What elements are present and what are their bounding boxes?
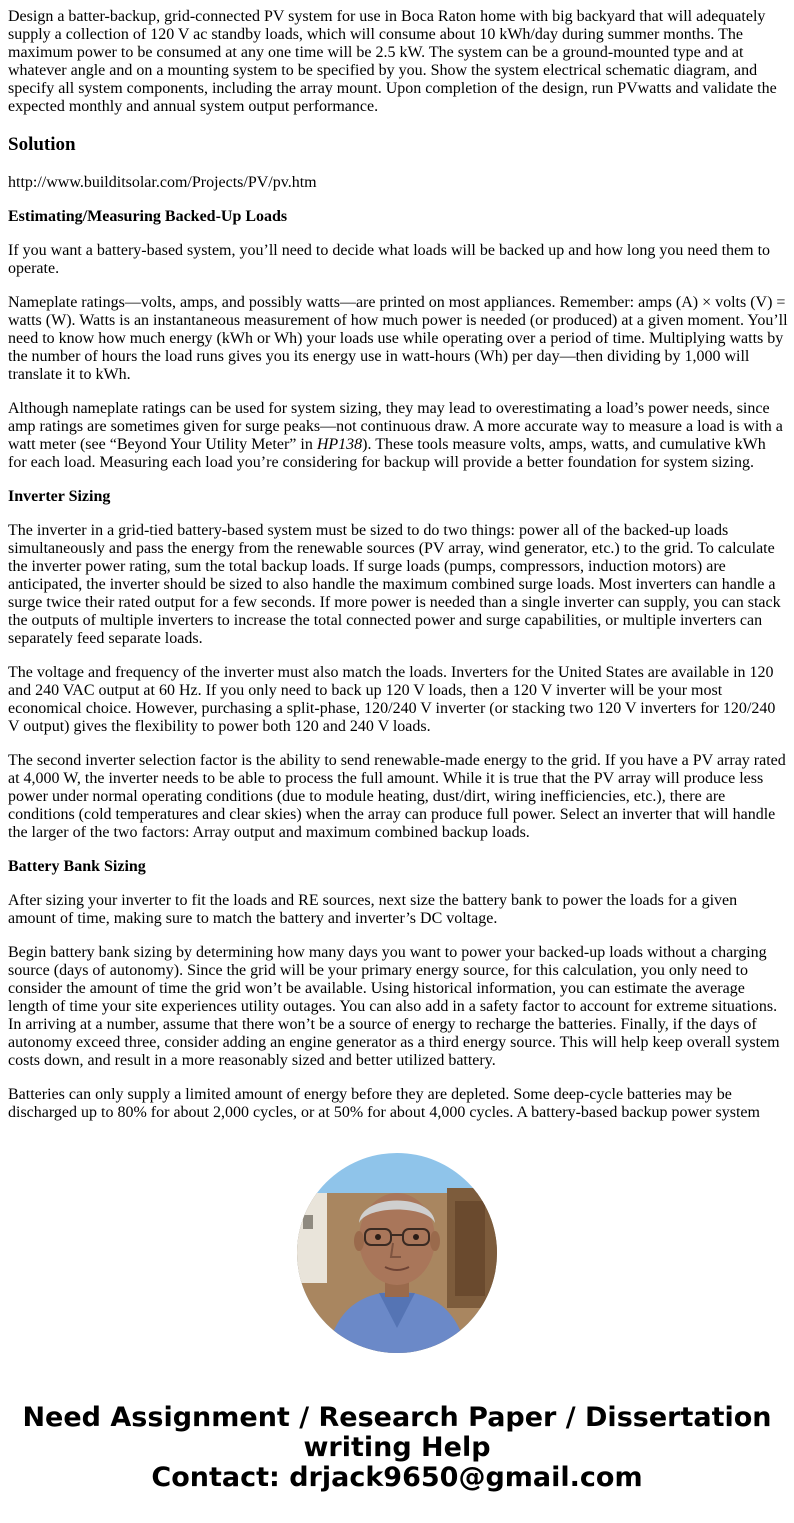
question-paragraph: Design a batter-backup, grid-connected PV system for use in Boca Raton home with big backyard that will adequately supply a collection of 120 V ac standby loads, which will consume about 10 kWh/day during summer months. The maximum power to be consumed at any one time will be 2.5 kW. The system can be a ground-mounted type and at whatever angle and on a mounting system to be specified by you. Show the system electrical schematic diagram, and specify all system components, including the array mount. Upon completion of the design, run PVwatts and validate the expected monthly and annual system output performance. [8, 8, 777, 115]
loads-paragraph-2: Nameplate ratings—volts, amps, and possibly watts—are printed on most appliances. Remember: amps (A) × volts (V) = watts (W). Watts is an instantaneous measurement of how much power is needed (or produced) at a given moment. You’ll need to know how much energy (kWh or Wh) your loads use while operating over a period of time. Multiplying watts by the number of hours the load runs gives you its energy use in watt-hours (Wh) per day—then dividing by 1,000 will translate it to kWh. [8, 294, 788, 383]
battery-paragraph-1: After sizing your inverter to fit the loads and RE sources, next size the battery bank to power the loads for a given amount of time, making sure to match the battery and inverter’s DC voltage. [8, 892, 738, 927]
battery-paragraph-3: Batteries can only supply a limited amount of energy before they are depleted. Some deep-cycle batteries may be discharged up to 80% for about 2,000 cycles, or at 50% for about 4,000 cycles. A battery-based backup power system [8, 1086, 760, 1121]
contact-footer [0, 1403, 794, 1493]
inverter-paragraph-1: The inverter in a grid-tied battery-based system must be sized to do two things: power all of the backed-up loads simultaneously and pass the energy from the renewable sources (PV array, wind generator, etc.) to the grid. To calculate the inverter power rating, sum the total backup loads. If surge loads (pumps, compressors, induction motors) are anticipated, the inverter should be sized to also handle the maximum combined surge loads. Most inverters can handle a surge twice their rated output for a few seconds. If more power is needed than a single inverter can supply, you can stack the outputs of multiple inverters to increase the total connected power and surge capabilities, or multiple inverters can separately feed separate loads. [8, 522, 781, 647]
loads-p3-text-b: ). These tools measure volts, amps, watts, and cumulative kWh for each load. Measuring each load you’re considering for backup will provide a better foundation for system sizing. [8, 436, 766, 471]
battery-heading: Battery Bank Sizing [8, 858, 146, 875]
footer-line-1: Need Assignment / Research Paper / Dissertation [22, 1402, 772, 1433]
solution-heading: Solution [8, 134, 76, 155]
author-avatar [297, 1153, 497, 1353]
loads-paragraph-1: If you want a battery-based system, you’ll need to decide what loads will be backed up and how long you need them to operate. [8, 242, 771, 277]
inverter-heading: Inverter Sizing [8, 488, 111, 505]
document-body [8, 8, 788, 1138]
inverter-paragraph-2: The voltage and frequency of the inverter must also match the loads. Inverters for the United States are available in 120 and 240 VAC output at 60 Hz. If you only need to back up 120 V loads, then a 120 V inverter will be your most economical choice. However, purchasing a split-phase, 120/240 V inverter (or stacking two 120 V inverters for 120/240 V output) gives the flexibility to power both 120 and 240 V loads. [8, 664, 776, 735]
source-url: http://www.builditsolar.com/Projects/PV/pv.htm [8, 174, 317, 191]
loads-p3-text-a: Although nameplate ratings can be used for system sizing, they may lead to overestimating a load’s power needs, since amp ratings are sometimes given for surge peaks—not continuous draw. A more accurate way to measure a load is with a watt meter (see “Beyond Your Utility Meter” in [8, 400, 783, 453]
loads-p3-citation: HP138 [316, 436, 363, 453]
inverter-paragraph-3: The second inverter selection factor is the ability to send renewable-made energy to the grid. If you have a PV array rated at 4,000 W, the inverter needs to be able to process the full amount. While it is true that the PV array will produce less power under normal operating conditions (due to module heating, dust/dirt, wiring inefficiencies, etc.), there are conditions (cold temperatures and clear skies) when the array can produce full power. Select an inverter that will handle the larger of the two factors: Array output and maximum combined backup loads. [8, 752, 786, 841]
loads-paragraph-3 [8, 400, 788, 472]
battery-paragraph-2: Begin battery bank sizing by determining how many days you want to power your backed-up loads without a charging source (days of autonomy). Since the grid will be your primary energy source, for this calculation, you only need to consider the amount of time the grid won’t be available. Using historical information, you can estimate the average length of time your site experiences utility outages. You can also add in a safety factor to account for extreme situations. In arriving at a number, assume that there won’t be a source of energy to recharge the batteries. Finally, if the days of autonomy exceed three, consider adding an engine generator as a third energy source. This will help keep overall system costs down, and result in a more reasonably sized and better utilized battery. [8, 944, 780, 1069]
footer-line-2: writing Help [303, 1432, 491, 1463]
footer-contact-email: Contact: drjack9650@gmail.com [151, 1462, 643, 1493]
author-portrait-image [297, 1153, 497, 1353]
loads-heading: Estimating/Measuring Backed-Up Loads [8, 208, 288, 225]
